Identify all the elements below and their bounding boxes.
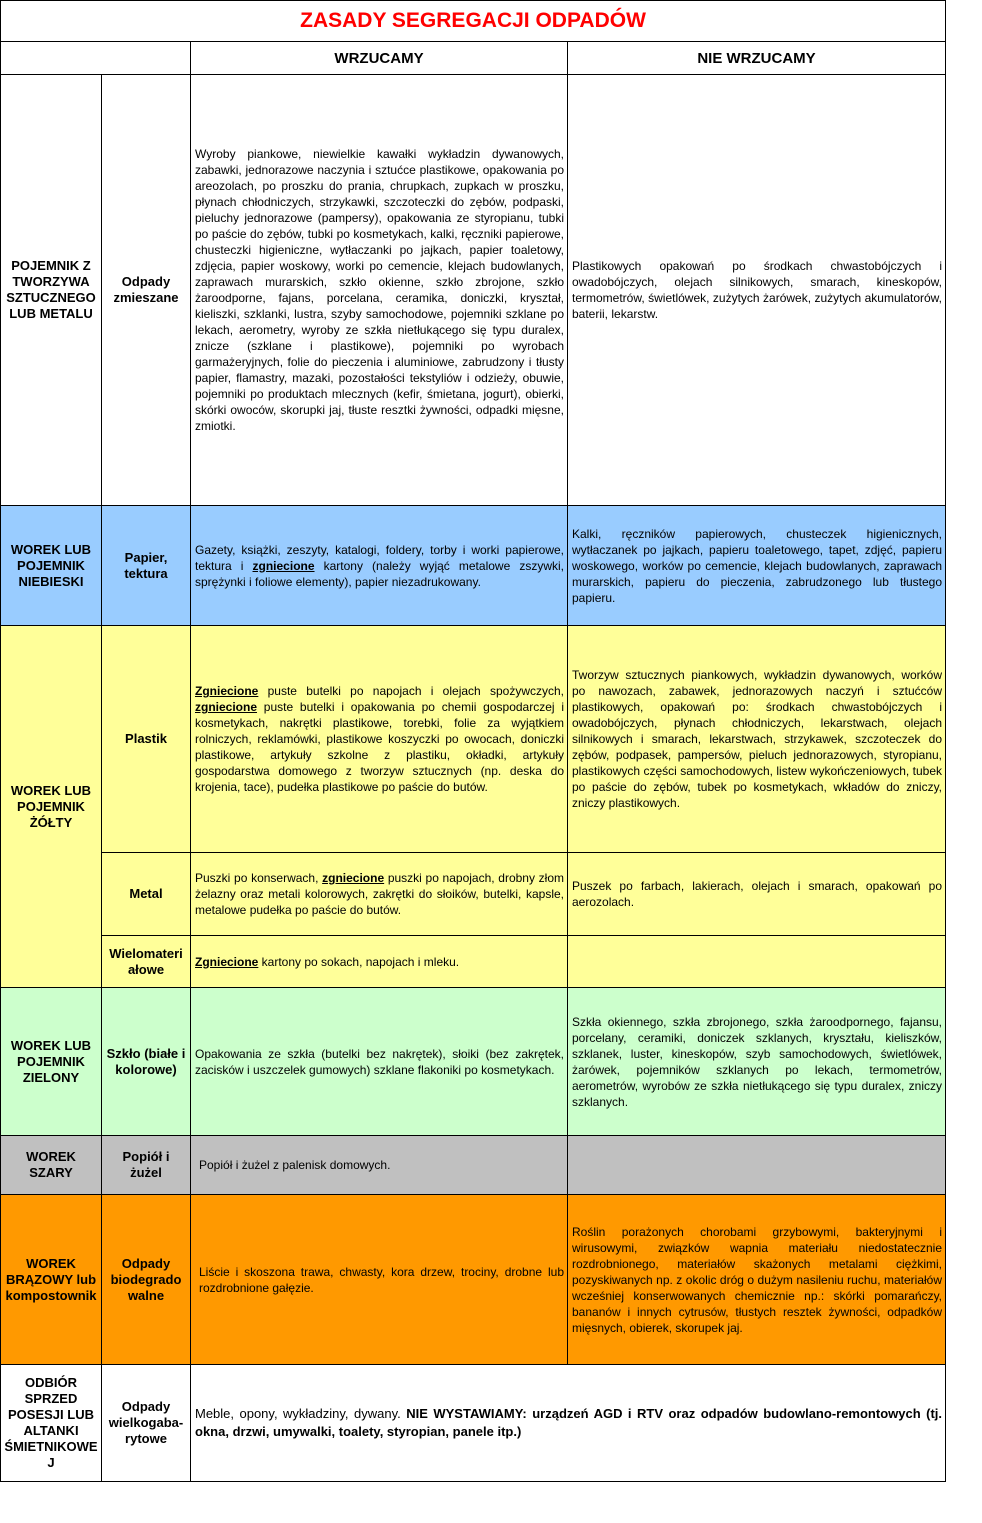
in-bio: Liście i skoszona trawa, chwasty, kora drzew, trociny, drobne lub rozdrobnione gałęzie. <box>191 1195 568 1365</box>
in-metal: Puszki po konserwach, zgniecione puszki po napojach, drobny złom żelazny oraz metali kolorowych, zakrętki do słoików, butelki, kapsle, metalowe pudełka po paście do butów. <box>191 853 568 936</box>
row-bulky <box>1 1365 946 1482</box>
bin-glass: WOREK LUB POJEMNIK ZIELONY <box>1 988 102 1136</box>
bulky-note: NIE WYSTAWIAMY: urządzeń AGD i RTV oraz odpadów budowlano-remontowych (tj. okna, drzwi, umywalki, toalety, styropian, panele itp.) <box>195 1406 943 1439</box>
bin-bulky: ODBIÓR SPRZED POSESJI LUB ALTANKI ŚMIETNIKOWE J <box>1 1365 102 1482</box>
out-multi <box>568 936 946 988</box>
category-glass: Szkło (białe i kolorowe) <box>102 988 191 1136</box>
row-ash <box>1 1136 946 1195</box>
row-bio <box>1 1195 946 1365</box>
header-wrzucamy: WRZUCAMY <box>191 42 568 75</box>
in-multi: Zgniecione kartony po sokach, napojach i mleku. <box>191 936 568 988</box>
in-ash: Popiół i żużel z palenisk domowych. <box>191 1136 568 1195</box>
category-bio: Odpady biodegrado walne <box>102 1195 191 1365</box>
category-metal: Metal <box>102 853 191 936</box>
row-mixed <box>1 75 946 506</box>
row-plastic <box>1 626 946 853</box>
header-row <box>1 42 946 75</box>
bin-yellow: WOREK LUB POJEMNIK ŻÓŁTY <box>1 626 102 988</box>
in-bulky: Meble, opony, wykładziny, dywany. NIE WYSTAWIAMY: urządzeń AGD i RTV oraz odpadów budowlano-remontowych (tj. okna, drzwi, umywalki, toalety, styropian, panele itp.) <box>191 1365 946 1482</box>
category-mixed: Odpady zmieszane <box>102 75 191 506</box>
out-glass: Szkła okiennego, szkła zbrojonego, szkła żaroodpornego, fajansu, porcelany, ceramiki, doniczek szklanych, kryształu, kieliszków, szklanek, luster, kineskopów, szyb samochodowych, świetlówek, żarówek, pojemników szklanych po lekach, termometrów, aerometrów, wyrobów ze szkła nietłukącego się typu duralex, zniczy szklanych. <box>568 988 946 1136</box>
category-multi: Wielomateri ałowe <box>102 936 191 988</box>
page-title: ZASADY SEGREGACJI ODPADÓW <box>1 1 946 42</box>
row-multi <box>1 936 946 988</box>
header-nie-wrzucamy: NIE WRZUCAMY <box>568 42 946 75</box>
category-paper: Papier, tektura <box>102 506 191 626</box>
out-ash <box>568 1136 946 1195</box>
row-paper <box>1 506 946 626</box>
bin-ash: WOREK SZARY <box>1 1136 102 1195</box>
row-glass <box>1 988 946 1136</box>
in-plastic: Zgniecione puste butelki po napojach i olejach spożywczych, zgniecione puste butelki i opakowania po chemii gospodarczej i kosmetykach, nakrętki plastikowe, torebki, folie za wyjątkiem rolniczych, reklamówki, plastikowe koszyczki po owocach, doniczki plastikowe, artykuły szkolne z plastiku, okładki, artykuły gospodarstwa domowego z tworzyw sztucznych (np. deska do krojenia, tace), pudełka plastikowe po paście do butów. <box>191 626 568 853</box>
in-paper: Gazety, książki, zeszyty, katalogi, foldery, torby i worki papierowe, tektura i zgniecione kartony (należy wyjąć metalowe zszywki, sprężynki i foliowe elementy), papier niezadrukowany. <box>191 506 568 626</box>
out-plastic: Tworzyw sztucznych piankowych, wykładzin dywanowych, worków po nawozach, zabawek, jednorazowych naczyń i sztućców plastikowych, opakowań po: środkach chwastobójczych i owadobójczych, płynach chłodniczych, lekarstwach, olejach silnikowych i smarach, lekarstwach, strzykawek, szczoteczek do zębów, podpasek, pampersów, pieluch jednorazowych, styropianu, plastikowych części samochodowych, listew wykończeniowych, tubek po paście do zębów, tubek po kosmetykach, wkładów do zniczy, zniczy plastikowych. <box>568 626 946 853</box>
header-empty <box>1 42 191 75</box>
bin-bio: WOREK BRĄZOWY lub kompostownik <box>1 1195 102 1365</box>
category-plastic: Plastik <box>102 626 191 853</box>
out-metal: Puszek po farbach, lakierach, olejach i smarach, opakowań po aerozolach. <box>568 853 946 936</box>
out-bio: Roślin porażonych chorobami grzybowymi, bakteryjnymi i wirusowymi, związków wapnia materiału niedostatecznie rozdrobnionego, materiałów skażonych metalami ciężkimi, pozyskiwanych np. z okolic dróg o dużym nasileniu ruchu, materiałów wcześniej konserwowanych chemicznie np.: skórki pomarańczy, bananów i innych cytrusów, tłustych resztek żywności, odpadków mięsnych, obierek, skorupek jaj. <box>568 1195 946 1365</box>
out-mixed: Plastikowych opakowań po środkach chwastobójczych i owadobójczych, olejach silnikowych, smarach, kineskopów, termometrów, świetlówek, zużytych żarówek, zużytych akumulatorów, baterii, lekarstw. <box>568 75 946 506</box>
category-ash: Popiół i żużel <box>102 1136 191 1195</box>
category-bulky: Odpady wielkogaba-rytowe <box>102 1365 191 1482</box>
out-paper: Kalki, ręczników papierowych, chusteczek higienicznych, wytłaczanek po jajkach, papieru toaletowego, tapet, zdjęć, papieru woskowego, worków po cemencie, klejach budowlanych, zaprawach murarskich, papieru do pieczenia, zabrudzonego lub tłustego papieru. <box>568 506 946 626</box>
in-glass: Opakowania ze szkła (butelki bez nakrętek), słoiki (bez zakrętek, zacisków i uszczelek gumowych) szklane flakoniki po kosmetykach. <box>191 988 568 1136</box>
bin-paper: WOREK LUB POJEMNIK NIEBIESKI <box>1 506 102 626</box>
in-mixed: Wyroby piankowe, niewielkie kawałki wykładzin dywanowych, zabawki, jednorazowe naczynia i sztućce plastikowe, opakowania po areozolach, po proszku do prania, chrupkach, zupkach w proszku, płynach chłodniczych, strzykawki, szczoteczki do zębów, podpaski, pieluchy jednorazowe (pampersy), opakowania ze styropianu, tubki po paście do zębów, tubki po kosmetykach, kalki, ręczniki papierowe, chusteczki higieniczne, wytłaczanki po jajkach, papier toaletowy, zdjęcia, papier woskowy, worki po cemencie, klejach budowlanych, zaprawach murarskich, szkło okienne, szkło zbrojone, szkło żaroodporne, fajans, porcelana, ceramika, doniczki, kryształ, kieliszki, szklanki, lustra, szyby samochodowe, pojemniki szklane po lekach, aerometry, wyroby ze szkła nietłukącego się typu duralex, znicze (szklane i plastikowe), pojemniki po wyrobach garmażeryjnych, folie do pieczenia i aluminiowe, zabrudzony i tłusty papier, flamastry, mazaki, pozostałości tekstyliów i odzieży, obuwie, pojemniki po produktach mlecznych (kefir, śmietana, jogurt), obierki, skórki owoców, skorupki jaj, tłuste resztki żywności, odpadki mięsne, zmiotki. <box>191 75 568 506</box>
title-row <box>1 1 946 42</box>
row-metal <box>1 853 946 936</box>
bin-mixed: POJEMNIK Z TWORZYWA SZTUCZNEGO LUB METALU <box>1 75 102 506</box>
